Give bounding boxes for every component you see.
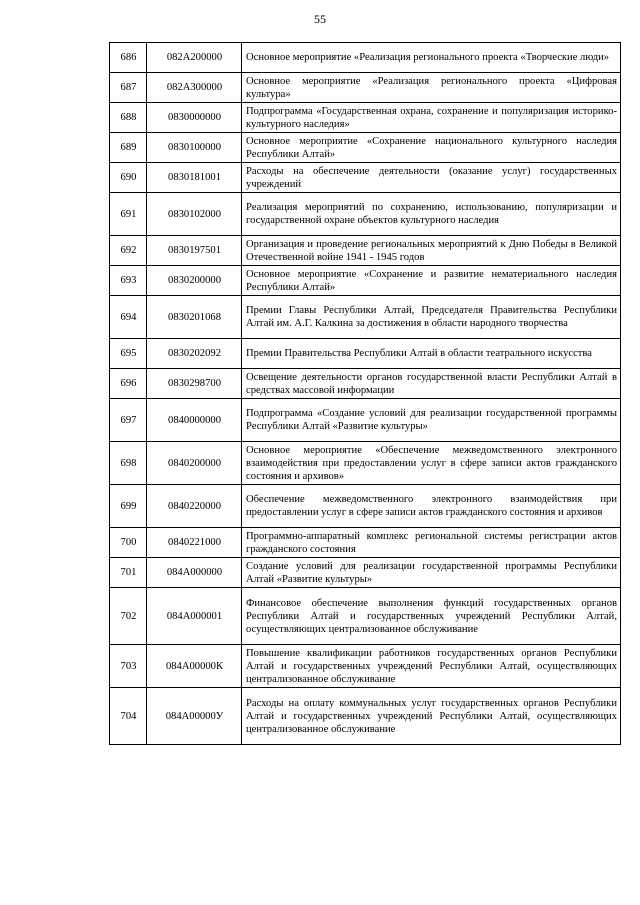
expense-name: Расходы на оплату коммунальных услуг государственных органов Республики Алтай и государственных учреждений Республики Алтай, осуществляющих централизованное обслуживание xyxy=(242,688,621,745)
row-number: 688 xyxy=(110,103,147,133)
expense-name: Основное мероприятие «Сохранение и развитие нематериального наследия Республики Алтай» xyxy=(242,266,621,296)
page-number: 55 xyxy=(314,12,326,26)
table-row xyxy=(110,688,621,745)
table-row xyxy=(110,645,621,688)
expense-name: Премии Правительства Республики Алтай в области театрального искусства xyxy=(242,339,621,369)
row-number: 703 xyxy=(110,645,147,688)
expense-name: Организация и проведение региональных мероприятий к Дню Победы в Великой Отечественной войне 1941 - 1945 годов xyxy=(242,236,621,266)
table-row xyxy=(110,296,621,339)
row-number: 690 xyxy=(110,163,147,193)
row-number: 695 xyxy=(110,339,147,369)
expense-name: Создание условий для реализации государственной программы Республики Алтай «Развитие культуры» xyxy=(242,558,621,588)
budget-code: 0830102000 xyxy=(147,193,242,236)
table-row xyxy=(110,588,621,645)
budget-code: 0830201068 xyxy=(147,296,242,339)
budget-code: 0830100000 xyxy=(147,133,242,163)
budget-code: 082A200000 xyxy=(147,43,242,73)
table-row xyxy=(110,399,621,442)
table-row xyxy=(110,528,621,558)
budget-code: 0830200000 xyxy=(147,266,242,296)
budget-code: 084A000001 xyxy=(147,588,242,645)
budget-code: 084A000000 xyxy=(147,558,242,588)
row-number: 698 xyxy=(110,442,147,485)
table-row xyxy=(110,193,621,236)
row-number: 697 xyxy=(110,399,147,442)
budget-code: 0830298700 xyxy=(147,369,242,399)
budget-code: 0830202092 xyxy=(147,339,242,369)
row-number: 702 xyxy=(110,588,147,645)
expense-name: Премии Главы Республики Алтай, Председателя Правительства Республики Алтай им. А.Г. Калкина за достижения в области народного творчества xyxy=(242,296,621,339)
row-number: 704 xyxy=(110,688,147,745)
expense-name: Освещение деятельности органов государственной власти Республики Алтай в средствах массовой информации xyxy=(242,369,621,399)
budget-code: 0830000000 xyxy=(147,103,242,133)
budget-code: 0830181001 xyxy=(147,163,242,193)
table-row xyxy=(110,485,621,528)
expense-name: Расходы на обеспечение деятельности (оказание услуг) государственных учреждений xyxy=(242,163,621,193)
row-number: 701 xyxy=(110,558,147,588)
expense-name: Финансовое обеспечение выполнения функций государственных органов Республики Алтай и государственных учреждений Республики Алтай, осуществляющих централизованное обслуживание xyxy=(242,588,621,645)
budget-code: 0830197501 xyxy=(147,236,242,266)
table-row xyxy=(110,558,621,588)
budget-codes-table xyxy=(109,42,621,745)
row-number: 693 xyxy=(110,266,147,296)
expense-name: Повышение квалификации работников государственных органов Республики Алтай и государственных учреждений Республики Алтай, осуществляющих централизованное обслуживание xyxy=(242,645,621,688)
table-row xyxy=(110,163,621,193)
table-row xyxy=(110,43,621,73)
budget-code: 084A00000К xyxy=(147,645,242,688)
expense-name: Основное мероприятие «Реализация регионального проекта «Цифровая культура» xyxy=(242,73,621,103)
row-number: 694 xyxy=(110,296,147,339)
expense-name: Основное мероприятие «Сохранение национального культурного наследия Республики Алтай» xyxy=(242,133,621,163)
table-row xyxy=(110,442,621,485)
table-row xyxy=(110,339,621,369)
expense-name: Основное мероприятие «Обеспечение межведомственного электронного взаимодействия при предоставлении услуг в сфере записи актов гражданского состояния и архивов» xyxy=(242,442,621,485)
table-row xyxy=(110,369,621,399)
table-body xyxy=(110,43,621,745)
table-row xyxy=(110,73,621,103)
table-row xyxy=(110,266,621,296)
row-number: 687 xyxy=(110,73,147,103)
row-number: 686 xyxy=(110,43,147,73)
table-row xyxy=(110,103,621,133)
expense-name: Основное мероприятие «Реализация регионального проекта «Творческие люди» xyxy=(242,43,621,73)
expense-name: Программно-аппаратный комплекс региональной системы регистрации актов гражданского состояния xyxy=(242,528,621,558)
row-number: 700 xyxy=(110,528,147,558)
row-number: 699 xyxy=(110,485,147,528)
budget-code: 0840200000 xyxy=(147,442,242,485)
row-number: 689 xyxy=(110,133,147,163)
budget-code: 0840220000 xyxy=(147,485,242,528)
expense-name: Подпрограмма «Государственная охрана, сохранение и популяризация историко-культурного наследия» xyxy=(242,103,621,133)
row-number: 691 xyxy=(110,193,147,236)
budget-code: 0840221000 xyxy=(147,528,242,558)
budget-code: 0840000000 xyxy=(147,399,242,442)
table-row xyxy=(110,133,621,163)
row-number: 692 xyxy=(110,236,147,266)
expense-name: Подпрограмма «Создание условий для реализации государственной программы Республики Алтай «Развитие культуры» xyxy=(242,399,621,442)
expense-name: Обеспечение межведомственного электронного взаимодействия при предоставлении услуг в сфере записи актов гражданского состояния и архивов xyxy=(242,485,621,528)
table-row xyxy=(110,236,621,266)
budget-code: 082A300000 xyxy=(147,73,242,103)
row-number: 696 xyxy=(110,369,147,399)
budget-code: 084A00000У xyxy=(147,688,242,745)
expense-name: Реализация мероприятий по сохранению, использованию, популяризации и государственной охране объектов культурного наследия xyxy=(242,193,621,236)
